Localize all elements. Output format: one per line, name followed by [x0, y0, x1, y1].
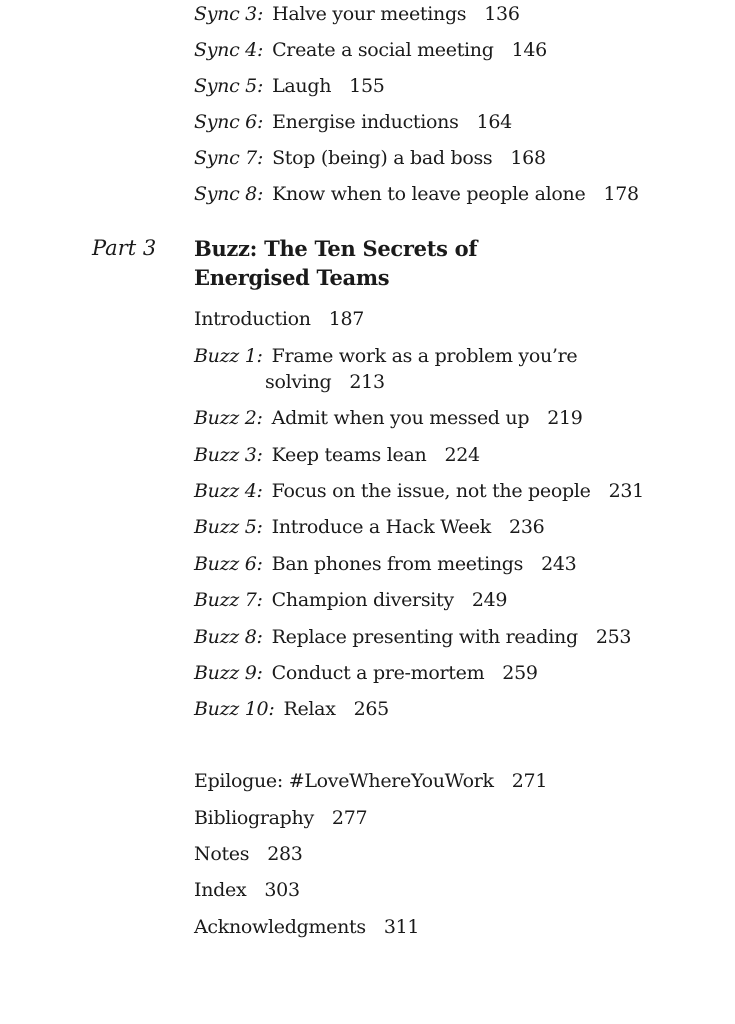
entry-page-number: 311	[383, 916, 420, 938]
toc-entry-bibliography[interactable]	[194, 805, 367, 831]
entry-label: Buzz 6:	[194, 553, 263, 575]
entry-label: Sync 5:	[194, 75, 264, 97]
entry-title: Energise inductions	[272, 111, 459, 133]
entry-label: Sync 3:	[194, 3, 264, 25]
entry-title: Admit when you messed up	[271, 407, 530, 429]
entry-page-number: 146	[511, 39, 547, 61]
toc-entry-buzz-8[interactable]	[194, 624, 631, 650]
entry-label: Sync 7:	[194, 147, 264, 169]
toc-entry-buzz-4[interactable]	[194, 478, 644, 504]
entry-label: Buzz 7:	[194, 589, 263, 611]
toc-entry-sync-4[interactable]	[194, 37, 547, 63]
entry-label: Sync 8:	[194, 183, 264, 205]
toc-entry-sync-8[interactable]	[194, 181, 639, 207]
entry-label: Buzz 4:	[194, 480, 263, 502]
toc-entry-buzz-7[interactable]	[194, 587, 507, 613]
entry-title: Keep teams lean	[271, 444, 427, 466]
entry-page-number: 265	[353, 698, 389, 720]
entry-page-number: 249	[471, 589, 508, 611]
entry-page-number: 168	[510, 147, 546, 169]
entry-page-number: 236	[509, 516, 545, 538]
entry-page-number: 164	[476, 111, 512, 133]
entry-page-number: 187	[328, 308, 365, 330]
toc-entry-buzz-2[interactable]	[194, 405, 583, 431]
entry-title: Introduction	[194, 308, 311, 330]
entry-title: Create a social meeting	[272, 39, 494, 61]
entry-label: Buzz 8:	[194, 626, 263, 648]
entry-page-number: 271	[511, 770, 548, 792]
entry-title: Index	[194, 879, 247, 901]
entry-label: Buzz 3:	[194, 444, 263, 466]
entry-label: Buzz 1:	[194, 345, 263, 367]
entry-title-line-2: solving	[265, 371, 332, 393]
entry-page-number: 219	[547, 407, 583, 429]
toc-entry-notes[interactable]	[194, 841, 303, 867]
entry-page-number: 213	[349, 371, 385, 393]
entry-page-number: 243	[541, 553, 577, 575]
entry-page-number: 277	[331, 807, 368, 829]
toc-entry-buzz-10[interactable]	[194, 696, 389, 722]
entry-title: Notes	[194, 843, 250, 865]
entry-title: Introduce a Hack Week	[271, 516, 492, 538]
entry-title: Halve your meetings	[272, 3, 467, 25]
entry-label: Buzz 5:	[194, 516, 263, 538]
toc-entry-index[interactable]	[194, 877, 300, 903]
entry-label: Buzz 2:	[194, 407, 263, 429]
entry-page-number: 178	[603, 183, 639, 205]
entry-title: Frame work as a problem you’re	[271, 345, 578, 367]
entry-label: Sync 6:	[194, 111, 264, 133]
toc-entry-buzz-6[interactable]	[194, 551, 576, 577]
entry-page-number: 303	[264, 879, 300, 901]
entry-title: Ban phones from meetings	[271, 553, 524, 575]
toc-entry-sync-7[interactable]	[194, 145, 546, 171]
entry-title: Bibliography	[194, 807, 314, 829]
entry-title: Acknowledgments	[194, 916, 366, 938]
part-title-line-1: Buzz: The Ten Secrets of	[194, 236, 478, 261]
toc-entry-buzz-1[interactable]	[194, 343, 577, 395]
entry-title: Conduct a pre-mortem	[271, 662, 485, 684]
toc-entry-buzz-3[interactable]	[194, 442, 480, 468]
toc-entry-buzz-9[interactable]	[194, 660, 538, 686]
toc-entry-acknowledgments[interactable]	[194, 914, 419, 940]
part-title-line-2: Energised Teams	[194, 265, 390, 290]
toc-entry-sync-5[interactable]	[194, 73, 385, 99]
entry-page-number: 253	[595, 626, 632, 648]
entry-page-number: 136	[484, 3, 520, 25]
entry-title: Laugh	[272, 75, 332, 97]
entry-page-number: 224	[444, 444, 480, 466]
part-title[interactable]	[194, 234, 477, 292]
toc-entry-sync-3[interactable]	[194, 1, 520, 27]
entry-page-number: 283	[267, 843, 303, 865]
entry-label: Sync 4:	[194, 39, 264, 61]
entry-title: Stop (being) a bad boss	[272, 147, 493, 169]
entry-title: Relax	[283, 698, 336, 720]
entry-page-number: 155	[349, 75, 385, 97]
entry-title: Replace presenting with reading	[271, 626, 578, 648]
part-label: Part 3	[92, 236, 157, 260]
entry-title: Champion diversity	[271, 589, 454, 611]
entry-label: Buzz 10:	[194, 698, 275, 720]
entry-title: Focus on the issue, not the people	[271, 480, 591, 502]
entry-page-number: 259	[502, 662, 538, 684]
entry-page-number: 231	[608, 480, 644, 502]
entry-title: Epilogue: #LoveWhereYouWork	[194, 770, 494, 792]
entry-title-continued	[194, 369, 577, 395]
toc-entry-sync-6[interactable]	[194, 109, 512, 135]
toc-entry-introduction[interactable]	[194, 306, 364, 332]
toc-entry-buzz-5[interactable]	[194, 514, 544, 540]
entry-label: Buzz 9:	[194, 662, 263, 684]
entry-title: Know when to leave people alone	[272, 183, 586, 205]
toc-entry-epilogue[interactable]	[194, 768, 547, 794]
